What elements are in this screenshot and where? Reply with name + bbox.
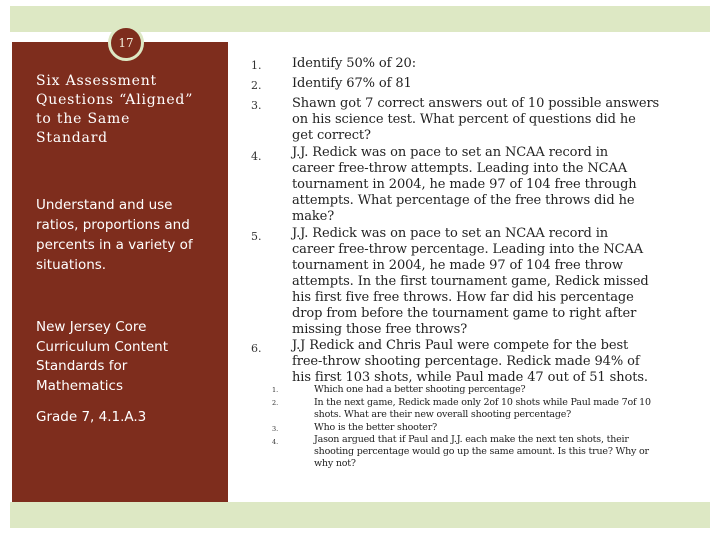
- question-line: attempts. In the first tournament game, Redick missed: [292, 274, 649, 289]
- sub-question-text: [314, 434, 704, 470]
- sub-question-line: In the next game, Redick made only 2of 10 shots while Paul made 7of 10: [314, 397, 651, 408]
- sub-question-line: why not?: [314, 458, 356, 469]
- sub-question-number: 1.: [272, 386, 279, 394]
- sub-question-line: Which one had a better shooting percentage?: [314, 384, 526, 395]
- slide-number-badge: [108, 25, 144, 61]
- question-line: make?: [292, 209, 335, 224]
- question-line: free-throw shooting percentage. Redick made 94% of: [292, 354, 640, 369]
- question-line: tournament in 2004, he made 97 of 104 free through: [292, 177, 637, 192]
- question-number: 3.: [251, 99, 262, 112]
- question-line: attempts. What percentage of the free throws did he: [292, 193, 635, 208]
- question-number: 1.: [251, 59, 262, 72]
- question-text: [292, 226, 700, 338]
- sub-question-line: shots. What are their new overall shooting percentage?: [314, 409, 572, 420]
- question-line: get correct?: [292, 128, 371, 143]
- question-line: career free-throw percentage. Leading into the NCAA: [292, 242, 644, 257]
- nj-line: Mathematics: [36, 377, 123, 394]
- sidebar-title-line: to the Same: [36, 111, 131, 127]
- question-line: his first five free throws. How far did his percentage: [292, 290, 634, 305]
- sidebar-title: [36, 72, 193, 148]
- bottom-band: [10, 502, 710, 528]
- question-number: 6.: [251, 342, 262, 355]
- sidebar-title-line: Standard: [36, 130, 108, 146]
- question-line: J.J. Redick was on pace to set an NCAA record in: [292, 145, 609, 160]
- question-text: [292, 96, 700, 144]
- sub-question-line: Who is the better shooter?: [314, 422, 437, 433]
- standard-line: Understand and use: [36, 197, 173, 213]
- question-number: 4.: [251, 150, 262, 163]
- question-line: his first 103 shots, while Paul made 47 out of 51 shots.: [292, 370, 648, 385]
- grade-standard: Grade 7, 4.1.A.3: [36, 409, 147, 425]
- question-line: missing those free throws?: [292, 322, 468, 337]
- question-line: drop from before the tournament game to right after: [292, 306, 637, 321]
- nj-line: New Jersey Core: [36, 319, 147, 335]
- standard-line: percents in a variety of: [36, 237, 193, 253]
- sub-question-number: 3.: [272, 425, 279, 433]
- standard-line: ratios, proportions and: [36, 217, 190, 233]
- sub-question-number: 4.: [272, 438, 279, 446]
- sidebar-title-line: Questions “Aligned”: [36, 92, 194, 108]
- sub-question-number: 2.: [272, 399, 279, 407]
- nj-standards-label: [36, 318, 168, 396]
- sub-question-text: [314, 397, 704, 421]
- sidebar-title-line: Six Assessment: [36, 73, 157, 89]
- question-line: J.J Redick and Chris Paul were compete for the best: [292, 338, 629, 353]
- question-text: [292, 145, 700, 225]
- standard-description: [36, 195, 193, 275]
- sub-question-line: shooting percentage would go up the same amount. Is this true? Why or: [314, 446, 649, 457]
- question-text: [292, 338, 700, 386]
- question-line: tournament in 2004, he made 97 of 104 free throw: [292, 258, 623, 273]
- sub-question-text: [314, 422, 704, 434]
- nj-line: Curriculum Content: [36, 338, 169, 355]
- question-line: J.J. Redick was on pace to set an NCAA record in: [292, 226, 609, 241]
- question-line: career free-throw attempts. Leading into the NCAA: [292, 161, 628, 176]
- nj-line: Standards for: [36, 358, 128, 374]
- question-line: Shawn got 7 correct answers out of 10 possible answers: [292, 96, 660, 111]
- slide-number: 17: [118, 36, 134, 50]
- standard-line: situations.: [36, 257, 107, 273]
- question-text: [292, 56, 700, 72]
- question-text: [292, 76, 700, 92]
- question-number: 2.: [251, 79, 262, 92]
- question-line: Identify 50% of 20:: [292, 56, 417, 71]
- question-line: on his science test. What percent of questions did he: [292, 112, 636, 127]
- question-line: Identify 67% of 81: [292, 76, 412, 91]
- sub-question-line: Jason argued that if Paul and J.J. each make the next ten shots, their: [314, 434, 629, 445]
- sub-question-text: [314, 384, 704, 396]
- question-number: 5.: [251, 230, 262, 243]
